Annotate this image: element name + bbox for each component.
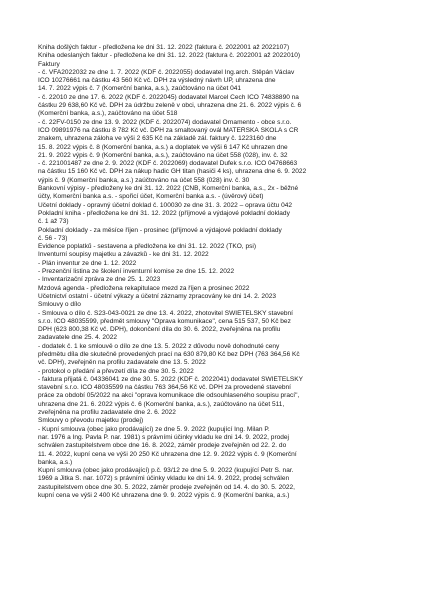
document-line: Evidence poplatků - sestavena a předložena ke dni 31. 12. 2022 (TKO, psi)	[38, 243, 256, 251]
document-line: Pokladní kniha - předložena ke dni 31. 12. 2022 (příjmové a výdajové pokladní doklady	[38, 209, 290, 217]
document-line: Faktury	[38, 60, 60, 68]
document-line: - č. 22FV-0150 ze dne 13. 9. 2022 (KDF č. 2022074) dodavatel Ornamento - obce s.r.o.	[38, 118, 292, 126]
document-line: Kniha došlých faktur - předložena ke dni 31. 12. 2022 (faktura č. 2022001 až 2022107)	[38, 44, 290, 51]
document-line: - Prezenční listina ze školení inventurní komise ze dne 15. 12. 2022	[38, 268, 235, 276]
document-line: výpis č. 9 (Komerční banka, a.s.) zaúčtováno na účet 558 (028) inv. č. 30	[38, 176, 250, 184]
document-line: č. 56 - 73)	[38, 234, 68, 242]
document-line: č. 1 až 73)	[38, 218, 69, 226]
document-line: - faktura přijatá č. 04336041 ze dne 30. 5. 2022 (KDF č. 2022041) dodavatel SWIETELSKY	[38, 375, 303, 383]
document-line: - protokol o předání a převzetí díla ze dne 30. 5. 2022	[38, 367, 194, 375]
document-line: Mzdová agenda - předložena rekapitulace mezd za říjen a prosinec 2022	[38, 284, 250, 292]
document-line: účty, Komerční banka a.s. - spořicí účet, Komerční banka a.s. - (úvěrový účet)	[38, 193, 264, 201]
document-line: schválen zastupitelstvem obce dne 16. 8. 2022, záměr prodeje zveřejněn od 22. 2. do	[38, 442, 287, 450]
document-line: zveřejněna na profilu zadavatele dne 2. 6. 2022	[38, 409, 176, 417]
document-line: zadavatele dne 25. 4. 2022	[38, 334, 117, 342]
document-line: Smlouvy o převodu majetku (prodej)	[38, 417, 144, 425]
document-line: kupní cena ve výši 2 400 Kč uhrazena dne 9. 9. 2022 výpis č. 9 (Komerční banka, a.s.)	[38, 492, 290, 500]
document-line: IČO 09891976 na částku 8 782 Kč vč. DPH za smaltovaný ovál MATEŘSKÁ ŠKOLA s ČR	[38, 126, 299, 134]
document-line: vč. DPH), zveřejněn na profilu zadavatele dne 13. 5. 2022	[38, 359, 206, 367]
document-line: předmětu díla dle skutečně provedených prací na 630 879,80 Kč bez DPH (763 364,56 Kč	[38, 350, 300, 358]
document-line: - Plán inventur ze dne 1. 12. 2022	[38, 259, 137, 267]
document-line: Pokladní doklady - za měsíce říjen - prosinec (příjmové a výdajové pokladní doklady	[38, 226, 282, 234]
document-line: uhrazena dne 21. 6. 2022 výpis č. 6 (Komerční banka, a.s.), zaúčtováno na účet 511,	[38, 400, 285, 408]
document-line: Smlouvy o dílo	[38, 301, 81, 309]
document-line: Účetnictví ostatní - účetní výkazy a účetní záznamy zpracovány ke dni 14. 2. 2023	[38, 292, 276, 300]
document-line: - dodatek č. 1 ke smlouvě o dílo ze dne 13. 5. 2022 z důvodu nově dohodnuté ceny	[38, 342, 280, 350]
document-line: - č. 22010 ze dne 17. 6. 2022 (KDF č. 2022045) dodavatel Marcel Čech IČO 74838890 na	[38, 93, 299, 101]
document-line: znakem, uhrazena záloha ve výši 2 635 Kč na základě zál. faktury č. 1223160 dne	[38, 135, 277, 143]
document-line: - Kupní smlouva (obec jako prodávající) ze dne 5. 9. 2022 (kupující Ing. Milan P.	[38, 425, 270, 433]
document-line: 15. 8. 2022 výpis č. 8 (Komerční banka, a.s.) a doplatek ve výši 6 147 Kč uhrazen dne	[38, 143, 288, 151]
document-line: práce za období 05/2022 na akci "oprava komunikace dle odsouhlaseného soupisu prací",	[38, 392, 300, 400]
document-line: (Komerční banka, a.s.), zaúčtováno na účet 518	[38, 110, 178, 118]
document-line: - Smlouva o dílo č. S23-043-0021 ze dne 13. 4. 2022, zhotovitel SWIETELSKY stavební	[38, 309, 293, 317]
document-line: s.r.o. IČO 48035599, předmět smlouvy "Oprava komunikace", cena 515 537, 50 Kč bez	[38, 317, 291, 325]
document-line: zastupitelstvem obce dne 30. 5. 2022, záměr prodeje zveřejněn od 14. 4. do 30. 5. 2022,	[38, 483, 295, 491]
document-line: Kniha odeslaných faktur - předložena ke dni 31. 12. 2022 (faktura č. 2022001 až 2022010)	[38, 52, 301, 60]
document-line: Účetní doklady - opravný účetní doklad č. 100030 ze dne 31. 3. 2022 – oprava účtu 042	[38, 201, 293, 209]
document-line: 1969 a Jitka Š. nar. 1072) s právními účinky vkladu ke dni 14. 9. 2022, prodej schválen	[38, 475, 290, 483]
document-line: Bankovní výpisy - předloženy ke dni 31. 12. 2022 (ČNB, Komerční banka, a.s., 2x - běžné	[38, 185, 299, 193]
document-line: DPH (623 800,38 Kč vč. DPH), dokončení díla do 30. 6. 2022, zveřejněna na profilu	[38, 326, 281, 334]
document-line: stavební s.r.o. IČO 48035599 na částku 763 364,56 Kč vč. DPH za provedené stavební	[38, 384, 291, 392]
document-line: - č. VFA2022032 ze dne 1. 7. 2022 (KDF č. 2022055) dodavatel Ing.arch. Štěpán Václav	[38, 68, 295, 76]
document-line: 14. 7. 2022 výpis č. 7 (Komerční banka, a.s.), zaúčtováno na účet 041	[38, 85, 242, 93]
document-line: Inventurní soupisy majetku a závazků - ke dni 31. 12. 2022	[38, 251, 209, 259]
document-line: - č. 221001487 ze dne 2. 9. 2022 (KDF č. 2022069) dodavatel Dufek s.r.o. IČO 04768663	[38, 160, 298, 168]
document-line: 21. 9. 2022 výpis č. 9 (Komerční banka, a.s.), zaúčtováno na účet 558 (028), inv. č. 32	[38, 151, 288, 159]
document-line: banka, a.s.)	[38, 458, 73, 466]
document-body	[38, 44, 392, 500]
document-line: - Inventarizační zpráva ze dne 25. 1. 2023	[38, 276, 161, 284]
document-line: 11. 4. 2022, kupní cena ve výši 20 250 Kč uhrazena dne 12. 9. 2022 výpis č. 9 (Komerční	[38, 450, 297, 458]
document-line: na částku 15 160 Kč vč. DPH za nákup hadic GH titan (hasiči 4 ks), uhrazena dne 6. 9. 2022	[38, 168, 307, 176]
document-line: Kupní smlouva (obec jako prodávající) p.č. 93/12 ze dne 5. 9. 2022 (kupující Petr Š. nar.	[38, 467, 294, 475]
document-line: částku 29 638,60 Kč vč. DPH za údržbu zeleně v obci, uhrazena dne 21. 6. 2022 výpis č. 6	[38, 102, 302, 110]
document-line: nar. 1976 a Ing. Pavla P. nar. 1981) s právními účinky vkladu ke dni 14. 9. 2022, prodej	[38, 433, 290, 441]
document-line: IČO 10276661 na částku 43 560 Kč vč. DPH za výsledný návrh ÚP, uhrazena dne	[38, 77, 276, 85]
